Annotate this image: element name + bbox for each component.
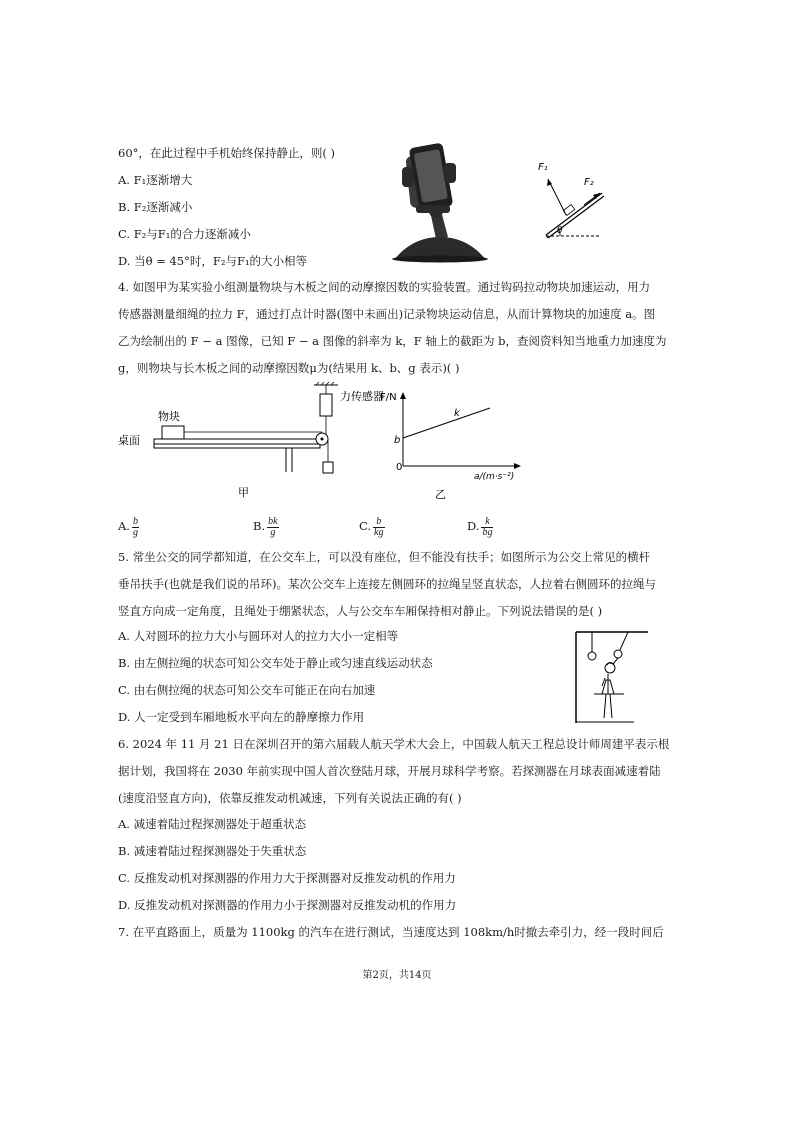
phone-holder-image xyxy=(380,133,500,263)
figure-jia-apparatus xyxy=(116,382,384,502)
q4-option-b: B. $\frac{bk}{g}$ xyxy=(253,515,278,538)
q3-option-b: B. F₂逐渐减小 xyxy=(118,200,193,214)
q5-option-c: C. 由右侧拉绳的状态可知公交车可能正在向右加速 xyxy=(118,683,376,697)
intercept-label: b xyxy=(394,435,401,446)
caption-yi: 乙 xyxy=(435,488,446,501)
hook-weight xyxy=(323,462,333,473)
q6-option-d: D. 反推发动机对探测器的作用力小于探测器对反推发动机的作用力 xyxy=(118,898,457,912)
q5-line-3: 竖直方向成一定角度，且绳处于绷紧状态，人与公交车车厢保持相对静止。下列说法错误的是( ) xyxy=(118,604,603,618)
origin-label: 0 xyxy=(396,462,403,473)
page-footer: 第2页，共14页 xyxy=(362,970,432,981)
q4-line-2: 传感器测量细绳的拉力 F，通过打点计时器(图中未画出)记录物块运动信息，从而计算物块的加速度 a。图 xyxy=(118,307,656,321)
q6-option-c: C. 反推发动机对探测器的作用力大于探测器对反推发动机的作用力 xyxy=(118,871,456,885)
q4-option-a: A. $\frac{b}{g}$ xyxy=(118,515,138,538)
q7-line-1: 7. 在平直路面上，质量为 1100kg 的汽车在进行测试，当速度达到 108km/h时撤去牵引力，经一段时间后 xyxy=(118,925,664,939)
q5-line-1: 5. 常坐公交的同学都知道，在公交车上，可以没有座位，但不能没有扶手；如图所示为公交上常见的横杆 xyxy=(118,550,651,564)
q3-intro: 60°，在此过程中手机始终保持静止，则( ) xyxy=(118,146,336,160)
q5-option-d: D. 人一定受到车厢地板水平向左的静摩擦力作用 xyxy=(118,710,365,724)
q5-option-a: A. 人对圆环的拉力大小与圆环对人的拉力大小一定相等 xyxy=(118,629,399,643)
label-f1: F₁ xyxy=(538,162,548,173)
block-label: 物块 xyxy=(158,410,180,423)
slope-label: k xyxy=(454,408,460,419)
q4-option-d: D. $\frac{k}{bg}$ xyxy=(467,515,493,538)
label-theta: θ xyxy=(557,226,563,236)
figure-yi-f-a-graph xyxy=(380,382,530,502)
table-label: 桌面 xyxy=(118,434,140,447)
q4-line-3: 乙为绘制出的 F − a 图像，已知 F − a 图像的斜率为 k，F 轴上的截距为 b，查阅资料知当地重力加速度为 xyxy=(118,334,667,348)
y-axis-label: F/N xyxy=(380,392,397,403)
q6-line-3: (速度沿竖直方向)，依靠反推发动机减速，下列有关说法正确的有( ) xyxy=(118,791,462,805)
q6-option-a: A. 减速着陆过程探测器处于超重状态 xyxy=(118,817,307,831)
force-sensor xyxy=(320,394,332,416)
q3-option-d: D. 当θ = 45°时，F₂与F₁的大小相等 xyxy=(118,254,308,268)
sensor-label: 力传感器 xyxy=(340,390,384,403)
q5-option-b: B. 由左侧拉绳的状态可知公交车处于静止或匀速直线运动状态 xyxy=(118,656,433,670)
q4-line-4: g，则物块与长木板之间的动摩擦因数μ为(结果用 k、b、g 表示)( ) xyxy=(118,361,460,375)
q6-line-1: 6. 2024 年 11 月 21 日在深圳召开的第六届载人航天学术大会上，中国载人航天工程总设计师周建平表示根 xyxy=(118,737,670,751)
force-diagram xyxy=(530,155,630,245)
q5-line-2: 垂吊扶手(也就是我们说的吊环)。某次公交车上连接左侧圆环的拉绳呈竖直状态，人拉着右侧圆环的拉绳与 xyxy=(118,577,656,591)
q3-option-c: C. F₂与F₁的合力逐渐减小 xyxy=(118,227,251,241)
q4-option-c: C. $\frac{b}{kg}$ xyxy=(359,515,384,538)
f-a-line xyxy=(403,408,490,438)
caption-jia: 甲 xyxy=(238,486,249,499)
label-f2: F₂ xyxy=(584,177,594,188)
bus-handle-figure xyxy=(572,628,652,724)
q6-option-b: B. 减速着陆过程探测器处于失重状态 xyxy=(118,844,307,858)
q4-line-1: 4. 如图甲为某实验小组测量物块与木板之间的动摩擦因数的实验装置。通过钩码拉动物块加速运动，用力 xyxy=(118,280,651,294)
block xyxy=(162,426,184,439)
x-axis-label: a/(m·s⁻²) xyxy=(474,472,515,482)
q6-line-2: 据计划，我国将在 2030 年前实现中国人首次登陆月球，开展月球科学考察。若探测器在月球表面减速着陆 xyxy=(118,764,661,778)
q3-option-a: A. F₁逐渐增大 xyxy=(118,173,193,187)
